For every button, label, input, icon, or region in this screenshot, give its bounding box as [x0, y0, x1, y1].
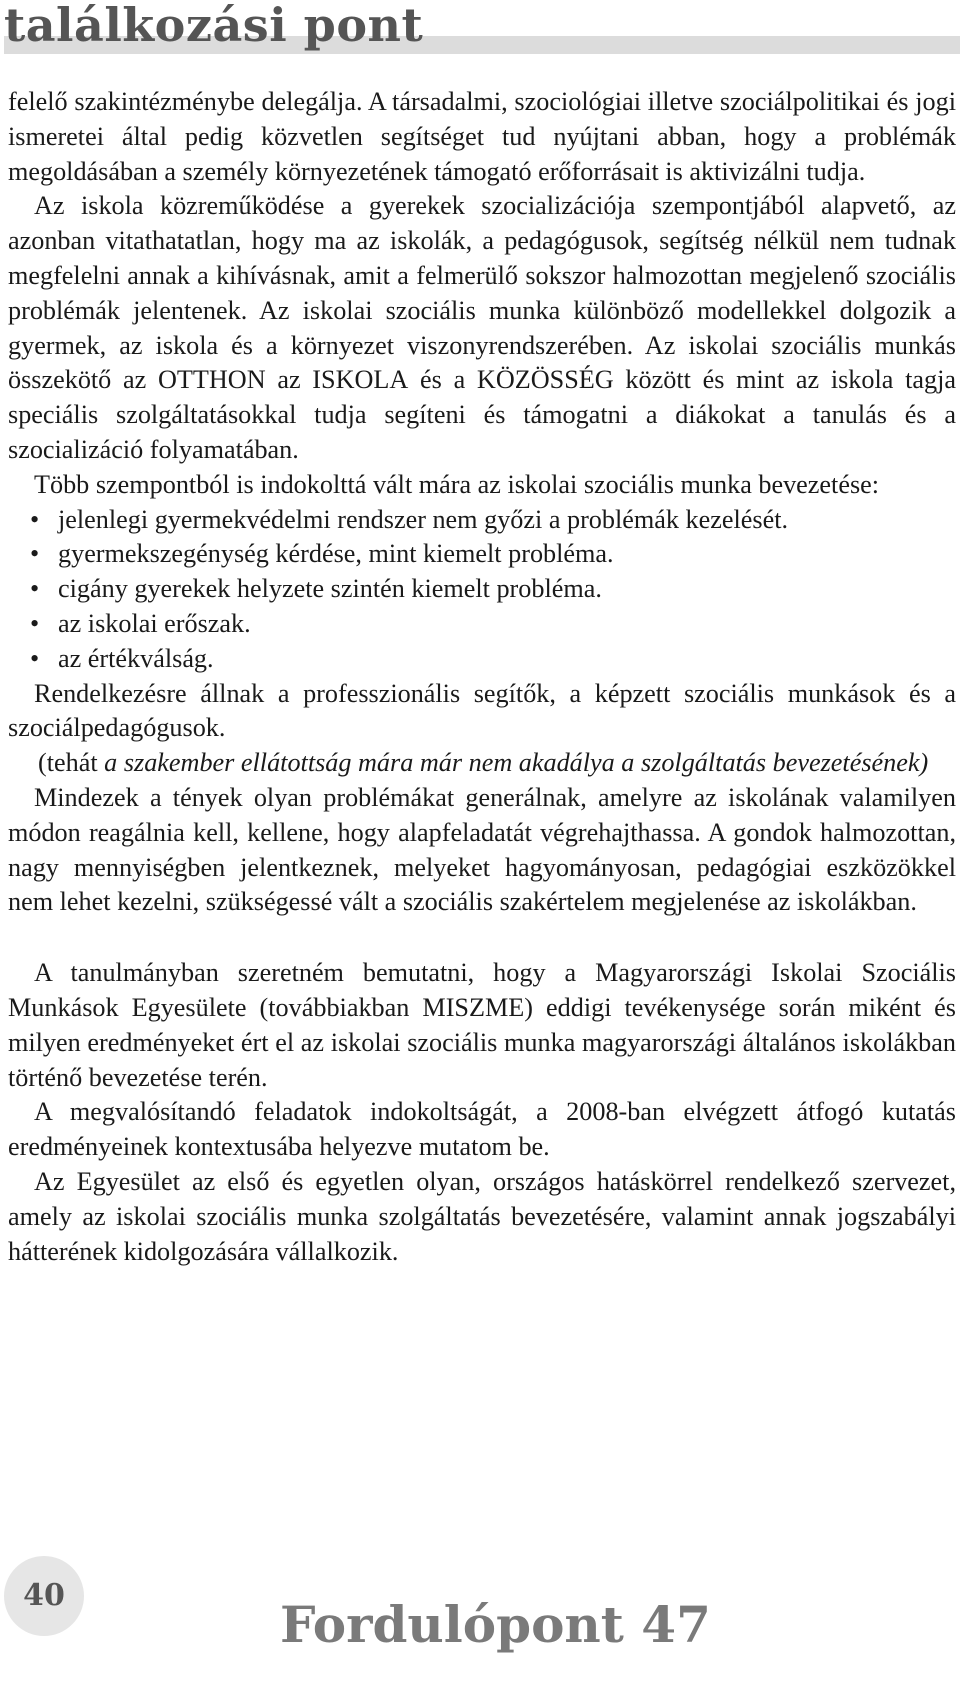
- page-header: [0, 0, 960, 62]
- list-item: [8, 607, 956, 642]
- bullet-icon: •: [30, 574, 40, 604]
- paragraph-text: (tehát: [38, 748, 105, 778]
- keyword-community: KÖZÖSSÉG: [476, 365, 614, 395]
- paragraph: Több szempontból is indokolttá vált mára az iskolai szociális munka bevezetése:: [34, 469, 880, 499]
- list-item-text: az értékválság.: [58, 643, 214, 673]
- journal-title: Fordulópont 47: [280, 1595, 711, 1654]
- paragraph: Mindezek a tények olyan problémákat generálnak, amelyre az iskolának valamilyen módon reagálnia kell, kellene, hogy alapfeladatát végrehajthassa. A gondok halmozottan, nagy mennyiségben jelentkeznek, melyeket hagyományosan, pedagógiai eszközökkel nem lehet kezelni, szükségessé vált a szociális szakértelem megjelenése az iskolákban.: [8, 782, 956, 917]
- page-number: 40: [23, 1578, 65, 1613]
- section-title: találkozási pont: [4, 0, 424, 52]
- paragraph: A megvalósítandó feladatok indokoltságát, a 2008-ban elvégzett átfogó kutatás eredményeinek kontextusába helyezve mutatom be.: [8, 1097, 956, 1162]
- list-item-text: jelenlegi gyermekvédelmi rendszer nem győzi a problémák kezelését.: [58, 504, 789, 534]
- paragraph: felelő szakintézménybe delegálja. A társadalmi, szociológiai illetve szociálpolitikai és jogi ismeretei által pedig közvetlen segítséget tud nyújtani abban, hogy a problémák megoldásában a személy környezetének támogató erőforrásait is aktivizálni tudja.: [8, 87, 956, 186]
- italic-text: a szakember ellátottság mára már nem akadálya a szolgáltatás bevezetésének): [104, 748, 929, 778]
- bullet-icon: •: [30, 608, 40, 638]
- list-item-text: gyermekszegénység kérdése, mint kiemelt probléma.: [58, 539, 614, 569]
- paragraph: [8, 746, 956, 781]
- bullet-list: [8, 503, 956, 677]
- list-item-text: az iskolai erőszak.: [58, 608, 251, 638]
- list-item: [8, 503, 956, 538]
- keyword-home: OTTHON: [157, 365, 266, 395]
- paragraph: [8, 189, 956, 467]
- paragraph-text: az: [265, 365, 313, 395]
- paragraph-gap: [8, 920, 956, 956]
- list-item: [8, 642, 956, 677]
- bullet-icon: •: [30, 539, 40, 569]
- bullet-icon: •: [30, 504, 40, 534]
- paragraph: Rendelkezésre állnak a professzionális segítők, a képzett szociális munkások és a szociálpedagógusok.: [8, 678, 956, 743]
- paragraph: Az Egyesület az első és egyetlen olyan, országos hatáskörrel rendelkező szervezet, amely az iskolai szociális munka szolgáltatás bevezetésére, valamint annak jogszabályi hátterének kidolgozására vállalkozik.: [8, 1166, 956, 1266]
- list-item-text: cigány gyerekek helyzete szintén kiemelt probléma.: [58, 574, 602, 604]
- list-item: [8, 572, 956, 607]
- article-body: [8, 85, 956, 1269]
- paragraph-text: Az iskola közreműködése a gyerekek szocializációja szempontjából alapvető, az azonban vitathatatlan, hogy ma az iskolák, a pedagógusok, segítség nélkül nem tudnak megfelelni annak a kihívásnak, amit a felmerülő sokszor halmozottan megjelenő szociális problémák jelentenek. Az iskolai szociális munka különböző modellekkel dolgozik a gyermek, az iskola és a környezet viszonyrendszerében. Az iskolai szociális munkás összekötő az: [8, 191, 956, 395]
- bullet-icon: •: [30, 643, 40, 673]
- keyword-school: ISKOLA: [312, 365, 409, 395]
- paragraph-text: között és mint az iskola tagja speciális szolgáltatásokkal tudja segíteni és támogatni a diákokat a tanulás és a szocializáció folyamatában.: [8, 365, 956, 464]
- list-item: [8, 537, 956, 572]
- paragraph-text: és a: [408, 365, 477, 395]
- paragraph: A tanulmányban szeretném bemutatni, hogy a Magyarországi Iskolai Szociális Munkások Egyesülete (továbbiakban MISZME) eddigi tevékenysége során miként és milyen eredményeket ért el az iskolai szociális munka magyarországi általános iskolákban történő bevezetése terén.: [8, 958, 956, 1092]
